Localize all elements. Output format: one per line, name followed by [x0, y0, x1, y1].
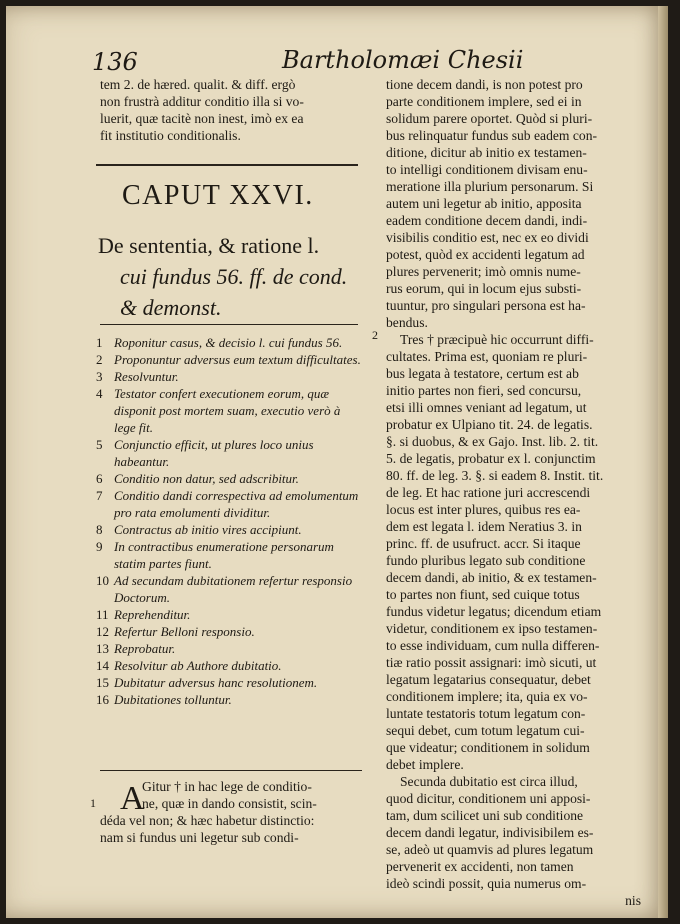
text-line: tem 2. de hæred. qualit. & diff. ergò [100, 77, 296, 92]
text-line: probatur ex Ulpiano tit. 24. de legatis. [386, 417, 593, 432]
catchword: nis [625, 893, 641, 908]
summary-item: 8 Contractus ab initio vires accipiunt. [96, 522, 302, 537]
text-line: Secunda dubitatio est circa illud, [400, 774, 578, 789]
chapter-title-line: cui fundus 56. ff. de cond. [120, 264, 348, 289]
text-line: initio partes non fieri, sed concursu, [386, 383, 582, 398]
text-line: parte conditionem implere, sed ei in [386, 94, 582, 109]
text-line: ditione, dicitur ab initio ex testamen- [386, 145, 587, 160]
summary-item: 1 Roponitur casus, & decisio l. cui fundus 56. [96, 335, 343, 350]
text-line: Tres † præcipuè hic occurrunt diffi- [400, 332, 594, 347]
divider [100, 770, 362, 771]
summary-list [96, 334, 364, 708]
text-line: to esse individuam, cum nulla differen- [386, 638, 600, 653]
page-number: 136 [92, 48, 138, 76]
text-line: luerit, quæ tacitè non inest, imò ex ea [100, 111, 304, 126]
divider [96, 164, 358, 166]
margin-number: 1 [90, 796, 96, 810]
text-line: que videatur; conditionem in solidum [386, 740, 590, 755]
summary-item: 12 Refertur Belloni responsio. [96, 624, 255, 639]
left-top-text [100, 76, 304, 144]
summary-item: 6 Conditio non datur, sed adscribitur. [96, 471, 299, 486]
text-line: autem uni legetur ab initio, apposita [386, 196, 582, 211]
text-line: etsi illi omnes veniant ad legatum, ut [386, 400, 587, 415]
text-line: bus legata à testatore, certum est ab [386, 366, 579, 381]
text-line: to intelligi conditionem divisam enu- [386, 162, 588, 177]
summary-item: 5 Conjunctio efficit, ut plures loco unius habeantur. [96, 437, 314, 469]
text-line: decem dandi, ab initio, & ex testamen- [386, 570, 597, 585]
chapter-heading: CAPUT XXVI. [122, 180, 314, 211]
drop-capital: A [120, 780, 145, 817]
text-line: non frustrà additur conditio illa si vo- [100, 94, 304, 109]
summary-item: 16 Dubitationes tolluntur. [96, 692, 232, 707]
text-line: visibilis conditio est, nec ex eo dividi [386, 230, 589, 245]
chapter-title-line: De sententia, & ratione l. [98, 233, 320, 258]
summary-item: 14 Resolvitur ab Authore dubitatio. [96, 658, 282, 673]
text-line: solidum parere oportet. Quòd si pluri- [386, 111, 593, 126]
text-line: luntate testatoris totum legatum con- [386, 706, 586, 721]
page-edge [658, 6, 668, 918]
text-line: nam si fundus uni legetur sub condi- [100, 830, 299, 845]
summary-item: 9 In contractibus enumeratione personarum statim partes fiunt. [96, 539, 334, 571]
text-line: ideò scindi possit, quia numerus om- [386, 876, 587, 891]
right-column-text [386, 76, 641, 909]
summary-item: 2 Proponuntur adversus eum textum difficultates. [96, 352, 361, 367]
book-page [6, 6, 668, 918]
text-line: meratione illa plurium personarum. Si [386, 179, 594, 194]
text-line: to partes non fiunt, sed cuique totus [386, 587, 580, 602]
text-line: se, adeò ut quamvis ad plures legatum [386, 842, 594, 857]
text-line: pervenerit ex accidenti, non tamen [386, 859, 574, 874]
left-bottom-text [100, 778, 317, 846]
text-line: decem dandi legatur, indivisibilem es- [386, 825, 594, 840]
divider [100, 324, 358, 325]
summary-item: 7 Conditio dandi correspectiva ad emolumentum pro rata emolumenti dividitur. [96, 488, 359, 520]
text-line: videtur, conditionem ex ipso testamen- [386, 621, 598, 636]
text-line: déda vel non; & hæc habetur distinctio: [100, 813, 315, 828]
text-line: ne, quæ in dando consistit, scin- [142, 796, 317, 811]
text-line: de leg. Et hac ratione juri accrescendi [386, 485, 591, 500]
text-line: debet implere. [386, 757, 464, 772]
text-line: eadem conditione decem dandi, indi- [386, 213, 588, 228]
text-line: bus relinquatur fundus sub eadem con- [386, 128, 598, 143]
chapter-title-line: & demonst. [120, 295, 222, 320]
text-line: fundo pluribus legato sub conditione [386, 553, 586, 568]
text-line: tuuntur, pro singulari persona est ha- [386, 298, 586, 313]
summary-item: 11 Reprehenditur. [96, 607, 191, 622]
running-title: Bartholomæi Chesii [282, 46, 524, 74]
text-line: cultates. Prima est, quoniam re pluri- [386, 349, 588, 364]
summary-item: 10 Ad secundam dubitationem refertur responsio Doctorum. [96, 573, 353, 605]
summary-item: 13 Reprobatur. [96, 641, 176, 656]
text-line: bendus. [386, 315, 428, 330]
text-line: tam, dum scilicet uni sub conditione [386, 808, 584, 823]
margin-number: 2 [372, 328, 378, 342]
text-line: potest, quòd ex accidenti legatum ad [386, 247, 585, 262]
text-line: conditionem implere; ita, quia ex vo- [386, 689, 588, 704]
chapter-title [98, 230, 347, 323]
text-line: fundus videtur legatus; dicendum etiam [386, 604, 602, 619]
text-line: rus eorum, qui in locum ejus substi- [386, 281, 582, 296]
summary-item: 4 Testator confert executionem eorum, quæ disponit post mortem suam, executio verò à lege fit. [96, 386, 341, 435]
text-line: dem est legata l. idem Neratius 3. in [386, 519, 582, 534]
text-line: Gitur † in hac lege de conditio- [142, 779, 312, 794]
text-line: tiæ ratio possit assignari: imò sicuti, ut [386, 655, 597, 670]
text-line: §. si duobus, & ex Gajo. Inst. lib. 2. tit. [386, 434, 599, 449]
text-line: quod dicitur, conditionem uni apposi- [386, 791, 591, 806]
text-line: 80. ff. de leg. 3. §. si eadem 8. Instit. tit. [386, 468, 604, 483]
text-line: princ. ff. de usufruct. accr. Si itaque [386, 536, 581, 551]
text-line: locus est inter plures, quibus res ea- [386, 502, 581, 517]
text-line: tione decem dandi, is non potest pro [386, 77, 583, 92]
text-line: plures pervenerit; imò omnis nume- [386, 264, 581, 279]
text-line: legatum legatarius consequatur, debet [386, 672, 591, 687]
summary-item: 3 Resolvuntur. [96, 369, 179, 384]
summary-item: 15 Dubitatur adversus hanc resolutionem. [96, 675, 318, 690]
text-line: 5. de legatis, probatur ex l. conjunctim [386, 451, 596, 466]
text-line: fit institutio conditionalis. [100, 128, 241, 143]
text-line: sequi debet, cum totum legatum cui- [386, 723, 585, 738]
